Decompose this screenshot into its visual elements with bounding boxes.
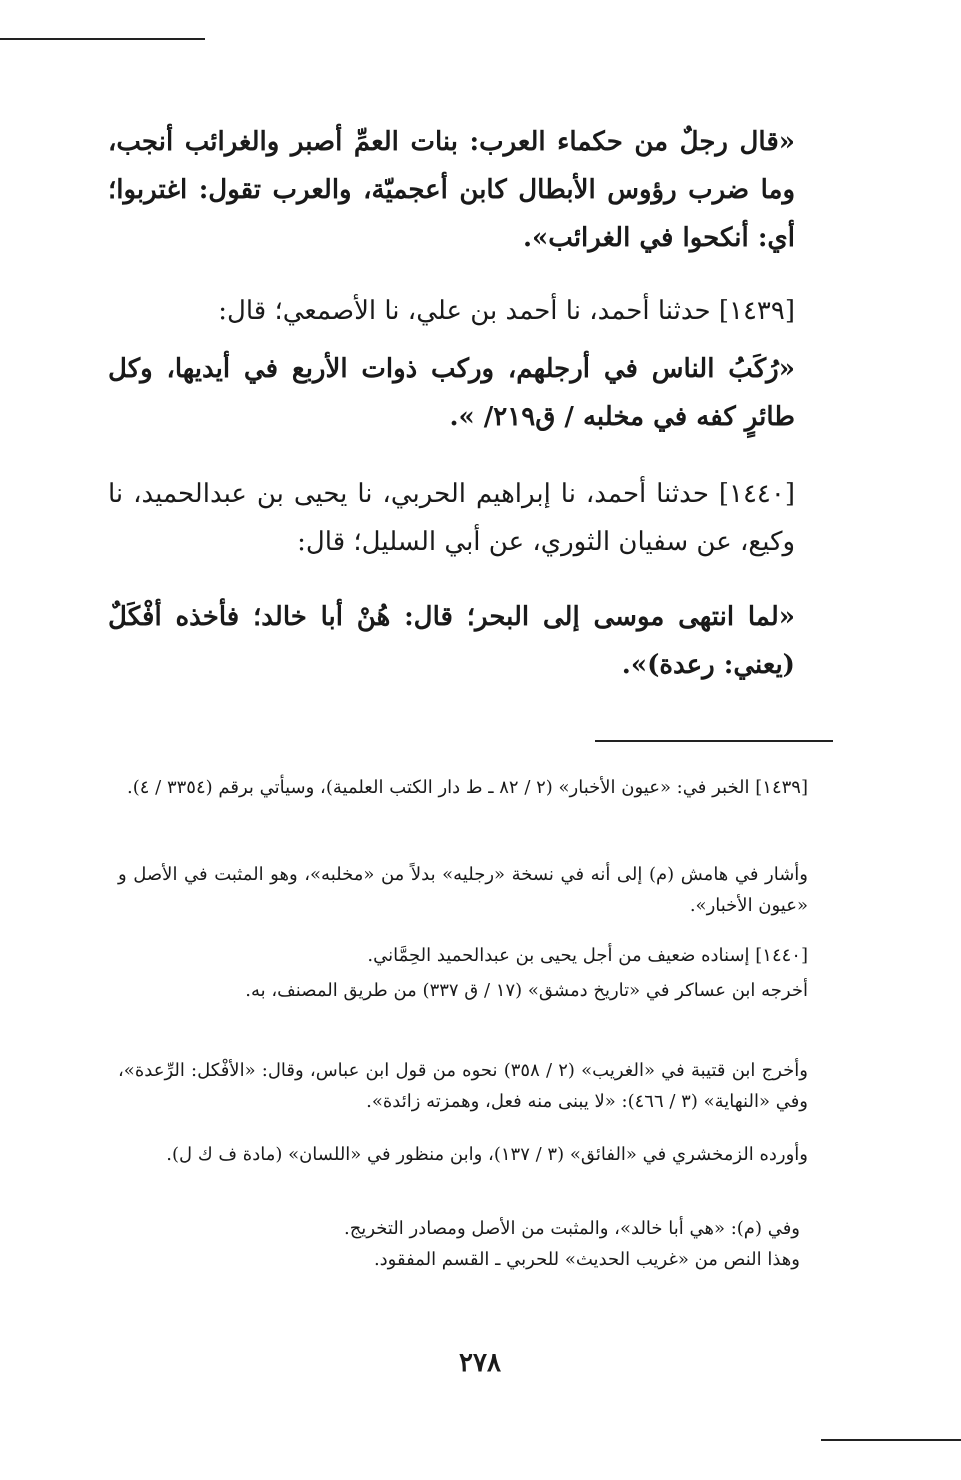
footnote-text: وفي (م): «هي أبا خالد»، والمثبت من الأصل ومصادر التخريج. [343, 1218, 800, 1239]
paragraph-text: «رُكَبُ الناس في أرجلهم، وركب ذوات الأربع في أيديها، وكل طائرٍ كفه في مخلبه / ق٢١٩/ ». [108, 354, 795, 432]
footnote-text: [١٤٣٩] الخبر في: «عيون الأخبار» (٢ / ٨٢ ـ ط دار الكتب العلمية)، وسيأتي برقم (٣٣٥٤ / ٤). [127, 777, 808, 798]
bottom-rule [821, 1439, 961, 1441]
paragraph-text: [١٤٤٠] حدثنا أحمد، نا إبراهيم الحربي، نا يحيى بن عبدالحميد، نا وكيع، عن سفيان الثوري، عن أبي السليل؛ قال: [108, 479, 795, 557]
paragraph-quote-2 [108, 345, 833, 441]
paragraph-quote-1 [108, 118, 833, 262]
footnote-1440-takhrij [118, 975, 838, 1006]
paragraph-hadith-1440 [108, 470, 833, 566]
footnote-text: وهذا النص من «غريب الحديث» للحربي ـ القسم المفقود. [373, 1249, 800, 1270]
footnote-separator [595, 740, 833, 742]
page-number: ٢٧٨ [459, 1348, 501, 1378]
footnote-text: وأخرج ابن قتيبة في «الغريب» (٢ / ٣٥٨) نحوه من قول ابن عباس، وقال: «الأفْكل: الرِّعدة»، وفي «النهاية» (٣ / ٤٦٦): «لا يبنى منه فعل، وهمزته زائدة». [118, 1060, 808, 1112]
footnote-1440-variant [240, 1213, 800, 1275]
footnote-text: وأورده الزمخشري في «الفائق» (٣ / ١٣٧)، وابن منظور في «اللسان» (مادة ف ك ل). [166, 1144, 808, 1165]
footnote-1439-note [118, 859, 838, 921]
footnote-1440-faiq [118, 1139, 838, 1170]
paragraph-hadith-1439 [108, 287, 833, 335]
footnote-text: [١٤٤٠] إسناده ضعيف من أجل يحيى بن عبدالحميد الحِمَّاني. [367, 945, 808, 966]
paragraph-quote-3 [108, 593, 833, 689]
top-rule [0, 38, 205, 40]
paragraph-text: [١٤٣٩] حدثنا أحمد، نا أحمد بن علي، نا الأصمعي؛ قال: [218, 296, 795, 326]
footnote-1440-gharib [118, 1055, 838, 1117]
footnote-1439 [118, 772, 838, 803]
paragraph-text: «قال رجلٌ من حكماء العرب: بنات العمِّ أصبر والغرائب أنجب، وما ضرب رؤوس الأبطال كابن أعجميّة، والعرب تقول: اغتربوا؛ أي: أنكحوا في الغرائب». [108, 127, 795, 253]
paragraph-text: «لما انتهى موسى إلى البحر؛ قال: هُنْ أبا خالد؛ فأخذه أفْكَلٌ (يعني: رعدة)». [108, 602, 795, 680]
footnote-text: وأشار في هامش (م) إلى أنه في نسخة «رجليه» بدلاً من «مخلبه»، وهو المثبت في الأصل و «عيون الأخبار». [118, 864, 808, 916]
footnote-1440 [118, 940, 838, 971]
footnote-text: أخرجه ابن عساكر في «تاريخ دمشق» (١٧ / ق ٣٣٧) من طريق المصنف، به. [245, 980, 808, 1001]
